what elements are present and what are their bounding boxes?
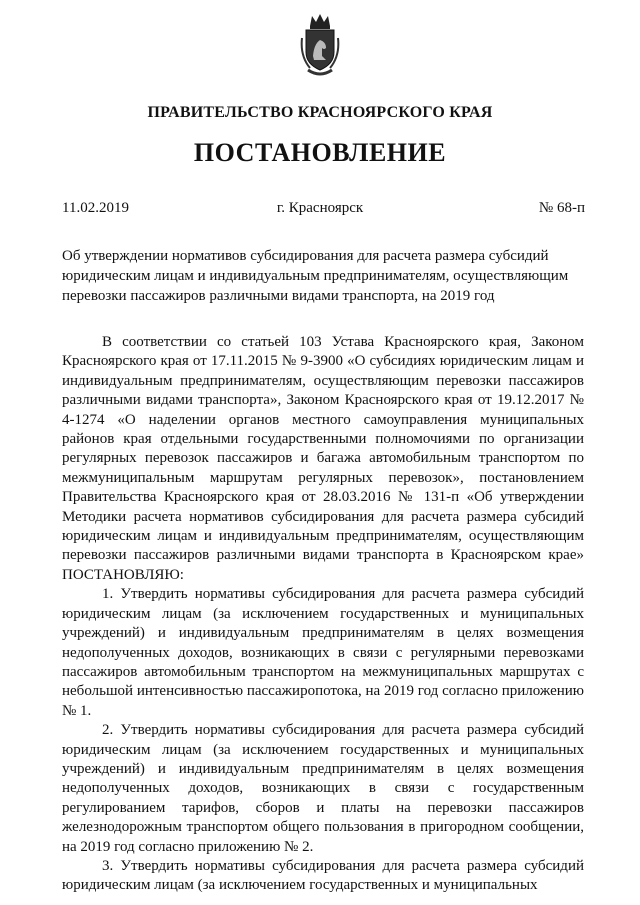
document-date: 11.02.2019 <box>62 200 129 216</box>
document-subject: Об утверждении нормативов субсидирования для расчета размера субсидий юридическим лицам и индивидуальным предпринимателям, осуществляющим перевозки пассажиров различными видами транспорта, на 2019 год <box>62 248 569 304</box>
document-type: ПОСТАНОВЛЕНИЕ <box>193 138 447 167</box>
coat-of-arms-icon <box>300 12 340 78</box>
clause-1-paragraph: 1. Утвердить нормативы субсидирования для расчета размера субсидий юридическим лицам (за исключением государственных и муниципальных учреждений) и индивидуальным предпринимателям в целях возмещения недополученных доходов, возникающих в связи с регулярными перевозками пассажиров автомобильным транспортом на межмуниципальных маршрутах с небольшой интенсивностью пассажиропотока, на 2019 год согласно приложению № 1. <box>62 586 584 719</box>
clause-3-paragraph: 3. Утвердить нормативы субсидирования для расчета размера субсидий юридическим лицам (за исключением государственных и муниципальных <box>62 857 584 894</box>
clause-2-paragraph: 2. Утвердить нормативы субсидирования для расчета размера субсидий юридическим лицам (за исключением государственных и муниципальных учреждений) и индивидуальным предпринимателям в целях возмещения недополученных доходов, возникающих в связи с государственным регулированием тарифов, сборов и платы на перевозки пассажиров железнодорожным транспортом общего пользования в пригородном сообщении, на 2019 год согласно приложению № 2. <box>62 722 584 855</box>
document-number: № 68-п <box>538 200 585 216</box>
government-title: ПРАВИТЕЛЬСТВО КРАСНОЯРСКОГО КРАЯ <box>147 104 493 121</box>
preamble-paragraph: В соответствии со статьей 103 Устава Красноярского края, Законом Красноярского края от 17.11.2015 № 9-3900 «О субсидиях юридическим лицам и индивидуальным предпринимателям, осуществляющим перевозки пассажиров различными видами транспорта», Законом Красноярского края от 19.12.2017 № 4-1274 «О наделении органов местного самоуправления муниципальных районов края отдельными государственными полномочиями по организации регулярных перевозок пассажиров и багажа автомобильным транспортом по межмуниципальным маршрутам регулярных перевозок», постановлением Правительства Красноярского края от 28.03.2016 № 131-п «Об утверждении Методики расчета нормативов субсидирования для расчета размера субсидий юридическим лицам и индивидуальным предпринимателям, осуществляющим перевозки пассажиров различными видами транспорта в Красноярском крае» ПОСТАНОВЛЯЮ: <box>62 334 584 583</box>
document-body <box>62 333 584 896</box>
document-city: г. Красноярск <box>276 200 364 216</box>
